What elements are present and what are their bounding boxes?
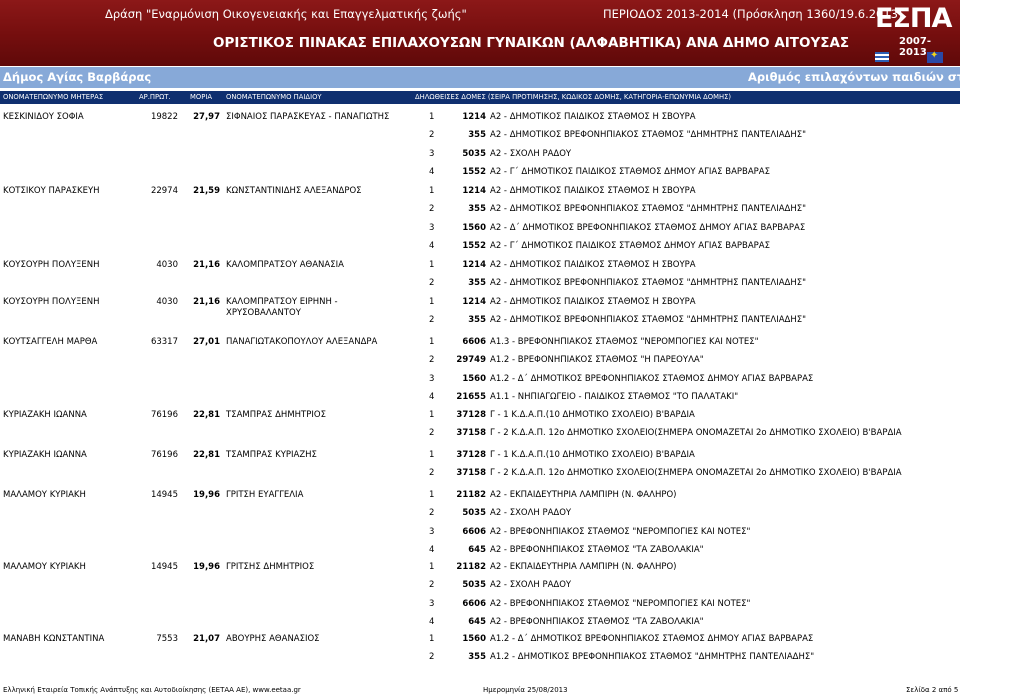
preference-rank: 2 <box>429 428 435 439</box>
score-value: 27,01 <box>193 337 220 347</box>
col-score: ΜΟΡΙΑ <box>190 93 212 101</box>
facility-code: 355 <box>468 278 486 289</box>
espa-logo-text: ΕΣΠΑ <box>875 3 952 34</box>
facility-code: 37158 <box>456 468 486 479</box>
child-name: ΑΒΟΥΡΗΣ ΑΘΑΝΑΣΙΟΣ <box>226 634 320 644</box>
child-name: ΓΡΙΤΣΗ ΕΥΑΓΓΕΛΙΑ <box>226 490 304 500</box>
column-header-bar <box>0 91 960 104</box>
facility-code: 1560 <box>462 634 486 644</box>
preference-rank: 1 <box>429 450 435 460</box>
page-number: Σελίδα 2 από 5 <box>906 686 959 694</box>
facility-description: Α2 - ΔΗΜΟΤΙΚΟΣ ΠΑΙΔΙΚΟΣ ΣΤΑΘΜΟΣ Η ΣΒΟΥΡΑ <box>490 186 696 196</box>
facility-code: 29749 <box>456 355 486 366</box>
facility-code: 5035 <box>462 148 486 159</box>
score-value: 22,81 <box>193 410 220 420</box>
preference-rank: 3 <box>429 148 435 159</box>
facility-code: 1214 <box>462 112 486 122</box>
protocol-number: 4030 <box>156 297 178 307</box>
facility-description: Α2 - ΒΡΕΦΟΝΗΠΙΑΚΟΣ ΣΤΑΘΜΟΣ "ΤΑ ΖΑΒΟΛΑΚΙΑ" <box>490 616 704 627</box>
preference-rank: 4 <box>429 544 435 555</box>
mother-name: ΚΟΥΣΟΥΡΗ ΠΟΛΥΞΕΝΗ <box>3 260 100 270</box>
child-name: ΣΙΦΝΑΙΟΣ ΠΑΡΑΣΚΕΥΑΣ - ΠΑΝΑΓΙΩΤΗΣ <box>226 112 390 122</box>
protocol-number: 19822 <box>150 112 178 122</box>
protocol-number: 14945 <box>150 490 178 500</box>
score-value: 21,07 <box>193 634 220 644</box>
col-child: ΟΝΟΜΑΤΕΠΩΝΥΜΟ ΠΑΙΔΙΟΥ <box>226 93 322 101</box>
facility-code: 1214 <box>462 186 486 196</box>
preference-rank: 1 <box>429 337 435 347</box>
protocol-number: 7553 <box>156 634 178 644</box>
preference-rank: 2 <box>429 652 435 663</box>
protocol-number: 76196 <box>150 410 178 420</box>
espa-logo-years: 2007-2013 <box>899 36 931 58</box>
facility-description: Α2 - ΔΗΜΟΤΙΚΟΣ ΠΑΙΔΙΚΟΣ ΣΤΑΘΜΟΣ Η ΣΒΟΥΡΑ <box>490 260 696 270</box>
score-value: 19,96 <box>193 562 220 572</box>
facility-code: 37128 <box>456 450 486 460</box>
facility-code: 1560 <box>462 222 486 233</box>
facility-code: 355 <box>468 130 486 141</box>
facility-description: Α2 - ΒΡΕΦΟΝΗΠΙΑΚΟΣ ΣΤΑΘΜΟΣ "ΤΑ ΖΑΒΟΛΑΚΙΑ" <box>490 544 704 555</box>
facility-code: 1552 <box>462 166 486 177</box>
score-value: 19,96 <box>193 490 220 500</box>
facility-description: Α2 - ΔΗΜΟΤΙΚΟΣ ΒΡΕΦΟΝΗΠΙΑΚΟΣ ΣΤΑΘΜΟΣ "ΔΗΜΗΤΡΗΣ ΠΑΝΤΕΛΙΑΔΗΣ" <box>490 278 807 289</box>
preference-rank: 1 <box>429 410 435 420</box>
protocol-number: 14945 <box>150 562 178 572</box>
preference-rank: 1 <box>429 297 435 307</box>
facility-description: Γ - 1 Κ.Δ.Α.Π.(10 ΔΗΜΟΤΙΚΟ ΣΧΟΛΕΙΟ) Β'ΒΑΡΔΙΑ <box>490 450 695 460</box>
facility-code: 37158 <box>456 428 486 439</box>
facility-description: Α2 - ΒΡΕΦΟΝΗΠΙΑΚΟΣ ΣΤΑΘΜΟΣ "ΝΕΡΟΜΠΟΓΙΕΣ ΚΑΙ ΝΟΤΕΣ" <box>490 526 751 537</box>
facility-description: Α2 - ΔΗΜΟΤΙΚΟΣ ΒΡΕΦΟΝΗΠΙΑΚΟΣ ΣΤΑΘΜΟΣ "ΔΗΜΗΤΡΗΣ ΠΑΝΤΕΛΙΑΔΗΣ" <box>490 130 807 141</box>
preference-rank: 2 <box>429 355 435 366</box>
preference-rank: 3 <box>429 222 435 233</box>
preference-rank: 4 <box>429 616 435 627</box>
facility-code: 1214 <box>462 297 486 307</box>
preference-rank: 3 <box>429 526 435 537</box>
facility-description: Γ - 2 Κ.Δ.Α.Π. 12ο ΔΗΜΟΤΙΚΟ ΣΧΟΛΕΙΟ(ΣΗΜΕΡΑ ΟΝΟΜΑΖΕΤΑΙ 2ο ΔΗΜΟΤΙΚΟ ΣΧΟΛΕΙΟ) Β'ΒΑΡΔΙΑ <box>490 468 902 479</box>
facility-description: Α1.2 - ΒΡΕΦΟΝΗΠΙΑΚΟΣ ΣΤΑΘΜΟΣ "Η ΠΑΡΕΟΥΛΑ" <box>490 355 704 366</box>
mother-name: ΚΟΥΤΣΑΓΓΕΛΗ ΜΑΡΘΑ <box>3 337 98 347</box>
col-mother: ΟΝΟΜΑΤΕΠΩΝΥΜΟ ΜΗΤΕΡΑΣ <box>3 93 104 101</box>
mother-name: ΜΑΛΑΜΟΥ ΚΥΡΙΑΚΗ <box>3 490 86 500</box>
child-name: ΤΣΑΜΠΡΑΣ ΔΗΜΗΤΡΙΟΣ <box>226 410 326 420</box>
facility-description: Α2 - ΣΧΟΛΗ ΡΑΔΟΥ <box>490 508 572 519</box>
preference-rank: 2 <box>429 130 435 141</box>
facility-code: 355 <box>468 652 486 663</box>
eu-flag-icon <box>927 52 943 63</box>
facility-code: 6606 <box>462 526 486 537</box>
facility-code: 21182 <box>456 490 486 500</box>
protocol-number: 63317 <box>150 337 178 347</box>
facility-description: Α2 - Γ΄ ΔΗΜΟΤΙΚΟΣ ΠΑΙΔΙΚΟΣ ΣΤΑΘΜΟΣ ΔΗΜΟΥ ΑΓΙΑΣ ΒΑΡΒΑΡΑΣ <box>490 240 770 251</box>
page-title: ΟΡΙΣΤΙΚΟΣ ΠΙΝΑΚΑΣ ΕΠΙΛΑΧΟΥΣΩΝ ΓΥΝΑΙΚΩΝ (ΑΛΦΑΒΗΤΙΚΑ) ΑΝΑ ΔΗΜΟ ΑΙΤΟΥΣΑΣ <box>213 35 850 51</box>
preference-rank: 2 <box>429 508 435 519</box>
program-title: Δράση "Εναρμόνιση Οικογενειακής και Επαγγελματικής ζωής" <box>105 7 467 21</box>
mother-name: ΚΟΥΣΟΥΡΗ ΠΟΛΥΞΕΝΗ <box>3 297 100 307</box>
facility-description: Α2 - ΕΚΠΑΙΔΕΥΤΗΡΙΑ ΛΑΜΠΙΡΗ (Ν. ΦΑΛΗΡΟ) <box>490 490 677 500</box>
protocol-number: 22974 <box>150 186 178 196</box>
score-value: 27,97 <box>193 112 220 122</box>
child-name: ΚΑΛΟΜΠΡΑΤΣΟΥ ΕΙΡΗΝΗ - ΧΡΥΣΟΒΑΛΑΝΤΟΥ <box>226 297 338 318</box>
footer-org: Ελληνική Εταιρεία Τοπικής Ανάπτυξης και Αυτοδιοίκησης (ΕΕΤΑΑ ΑΕ), www.eetaa.gr <box>3 686 301 694</box>
score-value: 21,59 <box>193 186 220 196</box>
child-name: ΚΑΛΟΜΠΡΑΤΣΟΥ ΑΘΑΝΑΣΙΑ <box>226 260 344 270</box>
facility-description: Γ - 1 Κ.Δ.Α.Π.(10 ΔΗΜΟΤΙΚΟ ΣΧΟΛΕΙΟ) Β'ΒΑΡΔΙΑ <box>490 410 695 420</box>
facility-code: 355 <box>468 204 486 215</box>
score-value: 21,16 <box>193 297 220 307</box>
facility-code: 645 <box>468 544 486 555</box>
child-name: ΠΑΝΑΓΙΩΤΑΚΟΠΟΥΛΟΥ ΑΛΕΞΑΝΔΡΑ <box>226 337 378 347</box>
facility-description: Α1.2 - Δ΄ ΔΗΜΟΤΙΚΟΣ ΒΡΕΦΟΝΗΠΙΑΚΟΣ ΣΤΑΘΜΟΣ ΔΗΜΟΥ ΑΓΙΑΣ ΒΑΡΒΑΡΑΣ <box>490 634 814 644</box>
report-header <box>0 0 960 66</box>
facility-code: 1560 <box>462 373 486 384</box>
facility-code: 6606 <box>462 337 486 347</box>
preference-rank: 4 <box>429 240 435 251</box>
facility-description: Α2 - ΕΚΠΑΙΔΕΥΤΗΡΙΑ ΛΑΜΠΙΡΗ (Ν. ΦΑΛΗΡΟ) <box>490 562 677 572</box>
facility-description: Γ - 2 Κ.Δ.Α.Π. 12ο ΔΗΜΟΤΙΚΟ ΣΧΟΛΕΙΟ(ΣΗΜΕΡΑ ΟΝΟΜΑΖΕΤΑΙ 2ο ΔΗΜΟΤΙΚΟ ΣΧΟΛΕΙΟ) Β'ΒΑΡΔΙΑ <box>490 428 902 439</box>
preference-rank: 3 <box>429 373 435 384</box>
preference-rank: 1 <box>429 112 435 122</box>
mother-name: ΚΕΣΚΙΝΙΔΟΥ ΣΟΦΙΑ <box>3 112 84 122</box>
mother-name: ΜΑΛΑΜΟΥ ΚΥΡΙΑΚΗ <box>3 562 86 572</box>
facility-description: Α2 - ΒΡΕΦΟΝΗΠΙΑΚΟΣ ΣΤΑΘΜΟΣ "ΝΕΡΟΜΠΟΓΙΕΣ ΚΑΙ ΝΟΤΕΣ" <box>490 598 751 609</box>
facility-code: 21182 <box>456 562 486 572</box>
score-value: 22,81 <box>193 450 220 460</box>
facility-description: Α1.2 - ΔΗΜΟΤΙΚΟΣ ΒΡΕΦΟΝΗΠΙΑΚΟΣ ΣΤΑΘΜΟΣ "ΔΗΜΗΤΡΗΣ ΠΑΝΤΕΛΙΑΔΗΣ" <box>490 652 815 663</box>
score-value: 21,16 <box>193 260 220 270</box>
col-choices: ΔΗΛΩΘΕΙΣΕΣ ΔΟΜΕΣ (ΣΕΙΡΑ ΠΡΟΤΙΜΗΣΗΣ, ΚΩΔΙΚΟΣ ΔΟΜΗΣ, ΚΑΤΗΓΟΡΙΑ-ΕΠΩΝΥΜΙΑ ΔΟΜΗΣ) <box>415 93 732 101</box>
protocol-number: 76196 <box>150 450 178 460</box>
facility-description: Α2 - ΔΗΜΟΤΙΚΟΣ ΠΑΙΔΙΚΟΣ ΣΤΑΘΜΟΣ Η ΣΒΟΥΡΑ <box>490 297 696 307</box>
child-name: ΚΩΝΣΤΑΝΤΙΝΙΔΗΣ ΑΛΕΞΑΝΔΡΟΣ <box>226 186 362 196</box>
facility-description: Α2 - ΔΗΜΟΤΙΚΟΣ ΒΡΕΦΟΝΗΠΙΑΚΟΣ ΣΤΑΘΜΟΣ "ΔΗΜΗΤΡΗΣ ΠΑΝΤΕΛΙΑΔΗΣ" <box>490 315 807 326</box>
facility-code: 37128 <box>456 410 486 420</box>
facility-code: 5035 <box>462 580 486 591</box>
facility-description: Α2 - Γ΄ ΔΗΜΟΤΙΚΟΣ ΠΑΙΔΙΚΟΣ ΣΤΑΘΜΟΣ ΔΗΜΟΥ ΑΓΙΑΣ ΒΑΡΒΑΡΑΣ <box>490 166 770 177</box>
facility-code: 21655 <box>456 391 486 402</box>
child-name: ΓΡΙΤΣΗΣ ΔΗΜΗΤΡΙΟΣ <box>226 562 315 572</box>
facility-code: 1214 <box>462 260 486 270</box>
mother-name: ΚΟΤΣΙΚΟΥ ΠΑΡΑΣΚΕΥΗ <box>3 186 100 196</box>
mother-name: ΚΥΡΙΑΖΑΚΗ ΙΩΑΝΝΑ <box>3 450 87 460</box>
municipality-bar <box>0 67 1034 88</box>
espa-logo <box>875 3 958 65</box>
preference-rank: 2 <box>429 580 435 591</box>
preference-rank: 1 <box>429 186 435 196</box>
facility-code: 6606 <box>462 598 486 609</box>
preference-rank: 2 <box>429 468 435 479</box>
greek-flag-icon <box>875 52 889 62</box>
facility-code: 1552 <box>462 240 486 251</box>
facility-code: 645 <box>468 616 486 627</box>
child-name: ΤΣΑΜΠΡΑΣ ΚΥΡΙΑΖΗΣ <box>226 450 317 460</box>
preference-rank: 2 <box>429 278 435 289</box>
facility-description: Α2 - ΣΧΟΛΗ ΡΑΔΟΥ <box>490 148 572 159</box>
preference-rank: 1 <box>429 634 435 644</box>
facility-description: Α2 - ΔΗΜΟΤΙΚΟΣ ΠΑΙΔΙΚΟΣ ΣΤΑΘΜΟΣ Η ΣΒΟΥΡΑ <box>490 112 696 122</box>
mother-name: ΚΥΡΙΑΖΑΚΗ ΙΩΑΝΝΑ <box>3 410 87 420</box>
mother-name: ΜΑΝΑΒΗ ΚΩΝΣΤΑΝΤΙΝΑ <box>3 634 105 644</box>
facility-description: Α2 - ΔΗΜΟΤΙΚΟΣ ΒΡΕΦΟΝΗΠΙΑΚΟΣ ΣΤΑΘΜΟΣ "ΔΗΜΗΤΡΗΣ ΠΑΝΤΕΛΙΑΔΗΣ" <box>490 204 807 215</box>
facility-code: 355 <box>468 315 486 326</box>
facility-description: Α2 - ΣΧΟΛΗ ΡΑΔΟΥ <box>490 580 572 591</box>
facility-description: Α1.2 - Δ΄ ΔΗΜΟΤΙΚΟΣ ΒΡΕΦΟΝΗΠΙΑΚΟΣ ΣΤΑΘΜΟΣ ΔΗΜΟΥ ΑΓΙΑΣ ΒΑΡΒΑΡΑΣ <box>490 373 814 384</box>
preference-rank: 2 <box>429 204 435 215</box>
period-label: ΠΕΡΙΟΔΟΣ 2013-2014 (Πρόσκληση 1360/19.6.2013) <box>603 7 903 21</box>
preference-rank: 1 <box>429 490 435 500</box>
preference-rank: 2 <box>429 315 435 326</box>
footer-date: Ημερομηνία 25/08/2013 <box>483 686 568 694</box>
facility-code: 5035 <box>462 508 486 519</box>
facility-description: Α2 - Δ΄ ΔΗΜΟΤΙΚΟΣ ΒΡΕΦΟΝΗΠΙΑΚΟΣ ΣΤΑΘΜΟΣ ΔΗΜΟΥ ΑΓΙΑΣ ΒΑΡΒΑΡΑΣ <box>490 222 806 233</box>
protocol-number: 4030 <box>156 260 178 270</box>
preference-rank: 1 <box>429 260 435 270</box>
preference-rank: 4 <box>429 166 435 177</box>
preference-rank: 4 <box>429 391 435 402</box>
facility-description: Α1.3 - ΒΡΕΦΟΝΗΠΙΑΚΟΣ ΣΤΑΘΜΟΣ "ΝΕΡΟΜΠΟΓΙΕΣ ΚΑΙ ΝΟΤΕΣ" <box>490 337 759 347</box>
preference-rank: 3 <box>429 598 435 609</box>
preference-rank: 1 <box>429 562 435 572</box>
children-count: Αριθμός επιλαχόντων παιδιών στο Δήμο: 49 <box>748 70 1034 84</box>
col-protocol: ΑΡ.ΠΡΩΤ. <box>139 93 171 101</box>
report-footer <box>0 684 960 697</box>
municipality-name: Δήμος Αγίας Βαρβάρας <box>3 70 152 84</box>
facility-description: Α1.1 - ΝΗΠΙΑΓΩΓΕΙΟ - ΠΑΙΔΙΚΟΣ ΣΤΑΘΜΟΣ "ΤΟ ΠΑΛΑΤΑΚΙ" <box>490 391 739 402</box>
